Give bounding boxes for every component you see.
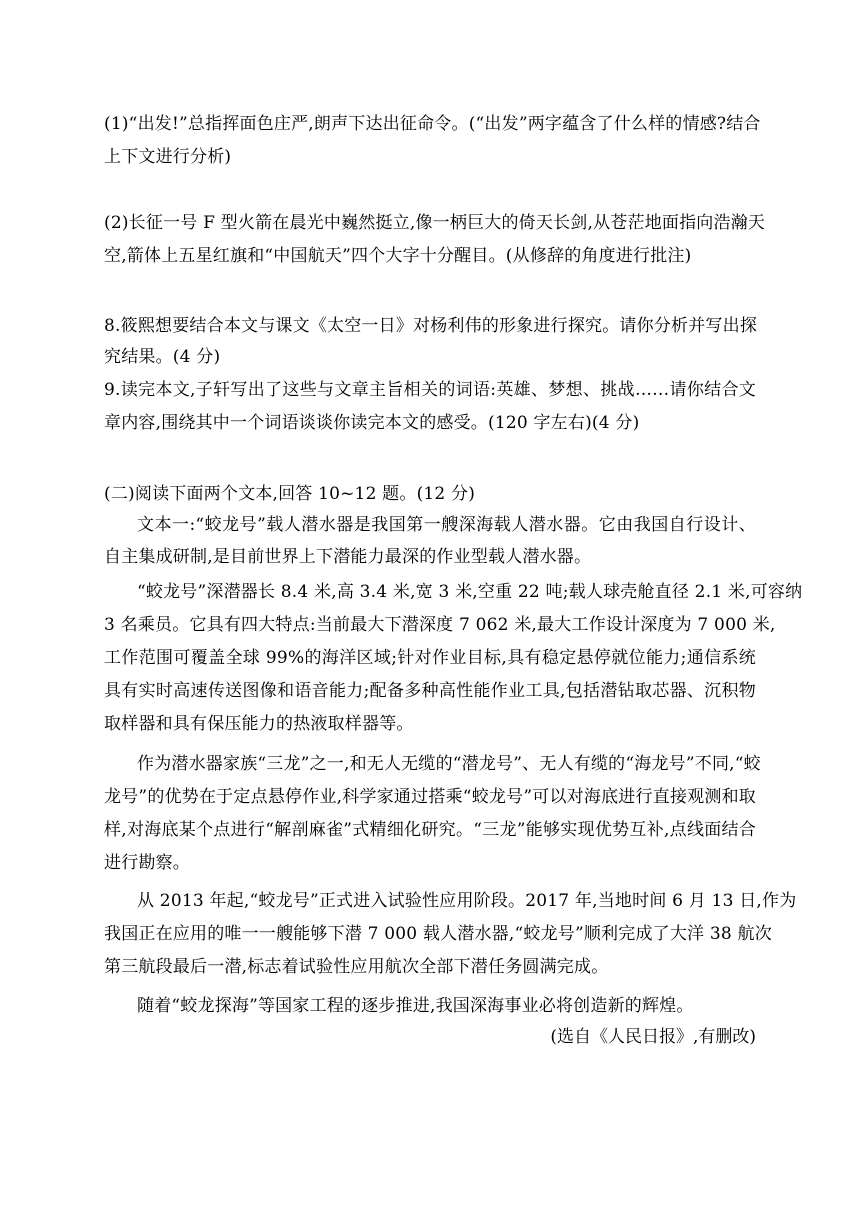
text-1-paragraph-4-line-3: 第三航段最后一潜,标志着试验性应用航次全部下潜任务圆满完成。: [104, 957, 609, 977]
text-1-paragraph-3-line-2: 龙号”的优势在于定点悬停作业,科学家通过搭乘“蛟龙号”可以对海底进行直接观测和取: [104, 787, 756, 807]
text-1-paragraph-3-line-1: 作为潜水器家族“三龙”之一,和无人无缆的“潜龙号”、无人有缆的“海龙号”不同,“蛟: [137, 754, 761, 774]
text-1-paragraph-5-line-1: 随着“蛟龙探海”等国家工程的逐步推进,我国深海事业必将创造新的辉煌。: [137, 996, 694, 1016]
text-1-paragraph-3-line-4: 进行勘察。: [104, 853, 190, 873]
annotation-question-2-line-1: (2)长征一号 F 型火箭在晨光中巍然挺立,像一柄巨大的倚天长剑,从苍茫地面指向浩瀚天: [104, 213, 766, 233]
text-1-paragraph-2-line-3: 工作范围可覆盖全球 99%的海洋区域;针对作业目标,具有稳定悬停就位能力;通信系统: [104, 648, 756, 668]
text-1-paragraph-1-line-1: 文本一:“蛟龙号”载人潜水器是我国第一艘深海载人潜水器。它由我国自行设计、: [137, 515, 756, 535]
section-2-heading: (二)阅读下面两个文本,回答 10~12 题。(12 分): [104, 484, 476, 504]
text-1-paragraph-2-line-4: 具有实时高速传送图像和语音能力;配备多种高性能作业工具,包括潜钻取芯器、沉积物: [104, 681, 756, 701]
question-8-line-1: 8.筱熙想要结合本文与课文《太空一日》对杨利伟的形象进行探究。请你分析并写出探: [104, 316, 758, 336]
text-1-paragraph-3-line-3: 样,对海底某个点进行“解剖麻雀”式精细化研究。“三龙”能够实现优势互补,点线面结合: [104, 820, 756, 840]
question-9-line-1: 9.读完本文,子轩写出了这些与文章主旨相关的词语:英雄、梦想、挑战……请你结合文: [104, 380, 756, 400]
text-1-paragraph-2-line-2: 3 名乘员。它具有四大特点:当前最大下潜深度 7 062 米,最大工作设计深度为 7 000 米,: [104, 615, 776, 635]
question-8-line-2: 究结果。(4 分): [104, 347, 221, 367]
source-citation: (选自《人民日报》,有删改): [550, 1027, 756, 1047]
text-1-paragraph-2-line-1: “蛟龙号”深潜器长 8.4 米,高 3.4 米,宽 3 米,空重 22 吨;载人球壳舱直径 2.1 米,可容纳: [137, 582, 803, 602]
annotation-question-2-line-2: 空,箭体上五星红旗和“中国航天”四个大字十分醒目。(从修辞的角度进行批注): [104, 246, 692, 266]
annotation-question-1-line-2: 上下文进行分析): [104, 147, 232, 167]
text-1-paragraph-4-line-2: 我国正在应用的唯一一艘能够下潜 7 000 载人潜水器,“蛟龙号”顺利完成了大洋 38 航次: [104, 924, 772, 944]
annotation-question-1-line-1: (1)“出发!”总指挥面色庄严,朗声下达出征命令。(“出发”两字蕴含了什么样的情感?结合: [104, 114, 761, 134]
question-9-line-2: 章内容,围绕其中一个词语谈谈你读完本文的感受。(120 字左右)(4 分): [104, 413, 640, 433]
text-1-paragraph-4-line-1: 从 2013 年起,“蛟龙号”正式进入试验性应用阶段。2017 年,当地时间 6 月 13 日,作为: [137, 891, 797, 911]
text-1-paragraph-2-line-5: 取样器和具有保压能力的热液取样器等。: [104, 714, 414, 734]
text-1-paragraph-1-line-2: 自主集成研制,是目前世界上下潜能力最深的作业型载人潜水器。: [104, 547, 592, 567]
